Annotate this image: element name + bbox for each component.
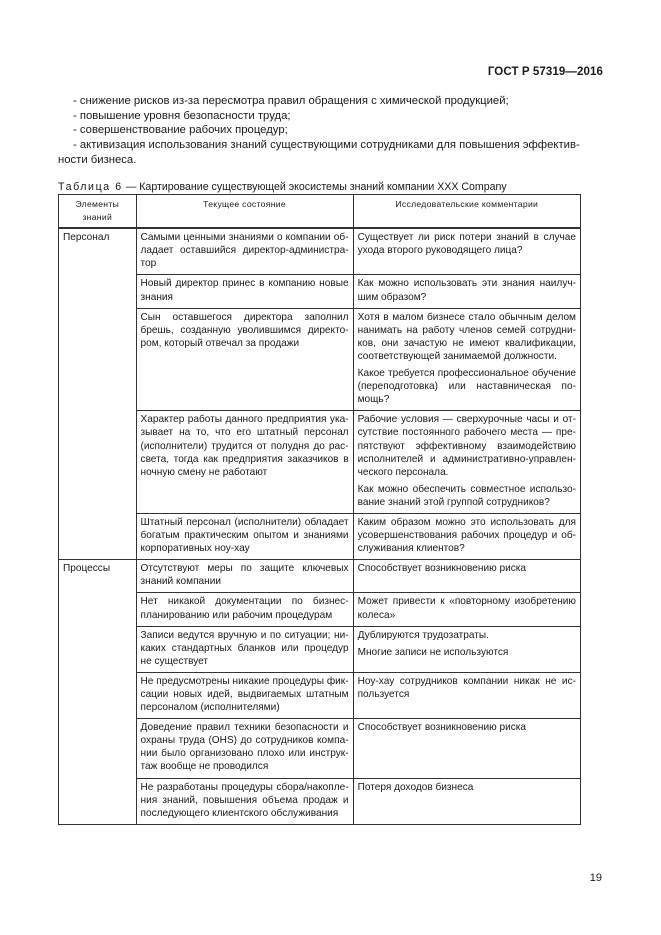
comment-paragraph: Каким образом можно это использовать для усовершенствования рабочих процедур и обслуживания клиентов? <box>357 516 576 555</box>
table-caption-label: Таблица 6 <box>58 181 123 193</box>
header-comments: Исследовательские комментарии <box>353 195 580 229</box>
table-row <box>59 672 581 718</box>
current-state-cell: Доведение правил техники безопасности и охраны труда (OHS) до сотрудников компании было организовано плохо или инструктаж вообще не проводился <box>136 719 353 778</box>
table-row <box>59 560 581 593</box>
comment-paragraph: Какое требуется профессиональное обучение (переподготовка) или наставническая помощь? <box>357 368 576 406</box>
current-state-cell: Записи ведутся вручную и по ситуации; никаких стандартных бланков или процедур не существует <box>136 626 353 672</box>
comment-paragraph: Ноу-хау сотрудников компании никак не используется <box>357 675 576 700</box>
comments-cell <box>353 778 580 824</box>
comments-cell <box>353 411 580 514</box>
header-elements: Элементы знаний <box>59 195 137 229</box>
comment-paragraph: Дублируются трудозатраты. <box>357 629 489 641</box>
current-state-cell: Нет никакой документации по бизнес-планированию или рабочим процедурам <box>136 593 353 626</box>
comments-cell <box>353 626 580 672</box>
bullet-item: - снижение рисков из-за пересмотра правил обращения с химической продукцией; <box>73 95 509 107</box>
comments-cell <box>353 513 580 559</box>
knowledge-element-cell: Процессы <box>59 560 137 825</box>
comment-paragraph: Как можно использовать эти знания наилучшим образом? <box>357 278 576 303</box>
comment-paragraph: Существует ли риск потери знаний в случае ухода второго руководящего лица? <box>357 232 576 257</box>
comments-cell <box>353 593 580 626</box>
current-state-cell: Новый директор принес в компанию новые знания <box>136 275 353 308</box>
comment-paragraph: Хотя в малом бизнесе стало обычным делом нанимать на работу членов семей сотрудников, они зачастую не имеют квалификации, соответствующей занимаемой должности. <box>357 311 576 362</box>
comment-paragraph: Многие записи не используются <box>357 646 509 658</box>
table-header-row <box>59 195 581 229</box>
comments-cell <box>353 308 580 411</box>
table-body <box>59 228 581 824</box>
comments-cell <box>353 672 580 718</box>
comment-paragraph: Рабочие условия — сверхурочные часы и отсутствие постоянного рабочего места — препятствуют эффективному взаимодействию исполнителей и административно-управленческого персонала. <box>357 414 576 478</box>
current-state-cell: Отсутствуют меры по защите ключевых знаний компании <box>136 560 353 593</box>
current-state-cell: Сын оставшегося директора заполнил брешь, созданную уволившимся директором, который отвечал за продажи <box>136 308 353 411</box>
current-state-cell: Не разработаны процедуры сбора/накопления знаний, повышения объема продаж и последующего клиентского обслуживания <box>136 778 353 824</box>
bullet-item: - активизация использования знаний существующими сотрудниками для повышения эффективности бизнеса. <box>58 139 580 166</box>
table-row <box>59 626 581 672</box>
table-row <box>59 513 581 559</box>
table-row <box>59 411 581 514</box>
comment-paragraph: Потеря доходов бизнеса <box>357 781 474 793</box>
knowledge-table <box>58 194 581 825</box>
current-state-cell: Штатный персонал (исполнители) обладает богатым практическим опытом и знаниями корпоративных ноу-хау <box>136 513 353 559</box>
table-caption-text: — Картирование существующей экосистемы знаний компании ХХХ Company <box>122 181 507 193</box>
current-state-cell: Характер работы данного предприятия указывает на то, что его штатный персонал (исполнители) трудится от полудня до рассвета, тогда как предприятия заказчиков в ночную смену не работают <box>136 411 353 514</box>
comment-paragraph: Способствует возникновению риска <box>357 722 527 734</box>
table-caption <box>58 181 603 193</box>
table-row <box>59 593 581 626</box>
comment-paragraph: Способствует возникновению риска <box>357 563 527 575</box>
comment-paragraph: Как можно обеспечить совместное использование знаний этой группой сотрудников? <box>357 483 576 508</box>
bullet-list <box>58 94 603 168</box>
table-row <box>59 228 581 275</box>
document-code: ГОСТ Р 57319—2016 <box>487 66 603 78</box>
bullet-item: - совершенствование рабочих процедур; <box>73 124 288 137</box>
comments-cell <box>353 719 580 778</box>
bullet-item: - повышение уровня безопасности труда; <box>73 109 291 122</box>
table-row <box>59 308 581 411</box>
current-state-cell: Не предусмотрены никакие процедуры фиксации новых идей, выдвигаемых штатным персоналом (исполнителями) <box>136 672 353 718</box>
header-current-state: Текущее состояние <box>136 195 353 229</box>
page-number: 19 <box>589 872 602 884</box>
comments-cell <box>353 560 580 593</box>
table-row <box>59 778 581 824</box>
comments-cell <box>353 275 580 308</box>
current-state-cell: Самыми ценными знаниями о компании обладает оставшийся директор-администратор <box>136 228 353 275</box>
table-row <box>59 719 581 778</box>
comments-cell <box>353 228 580 275</box>
knowledge-element-cell: Персонал <box>59 228 137 560</box>
comment-paragraph: Может привести к «повторному изобретению колеса» <box>357 596 576 621</box>
table-row <box>59 275 581 308</box>
